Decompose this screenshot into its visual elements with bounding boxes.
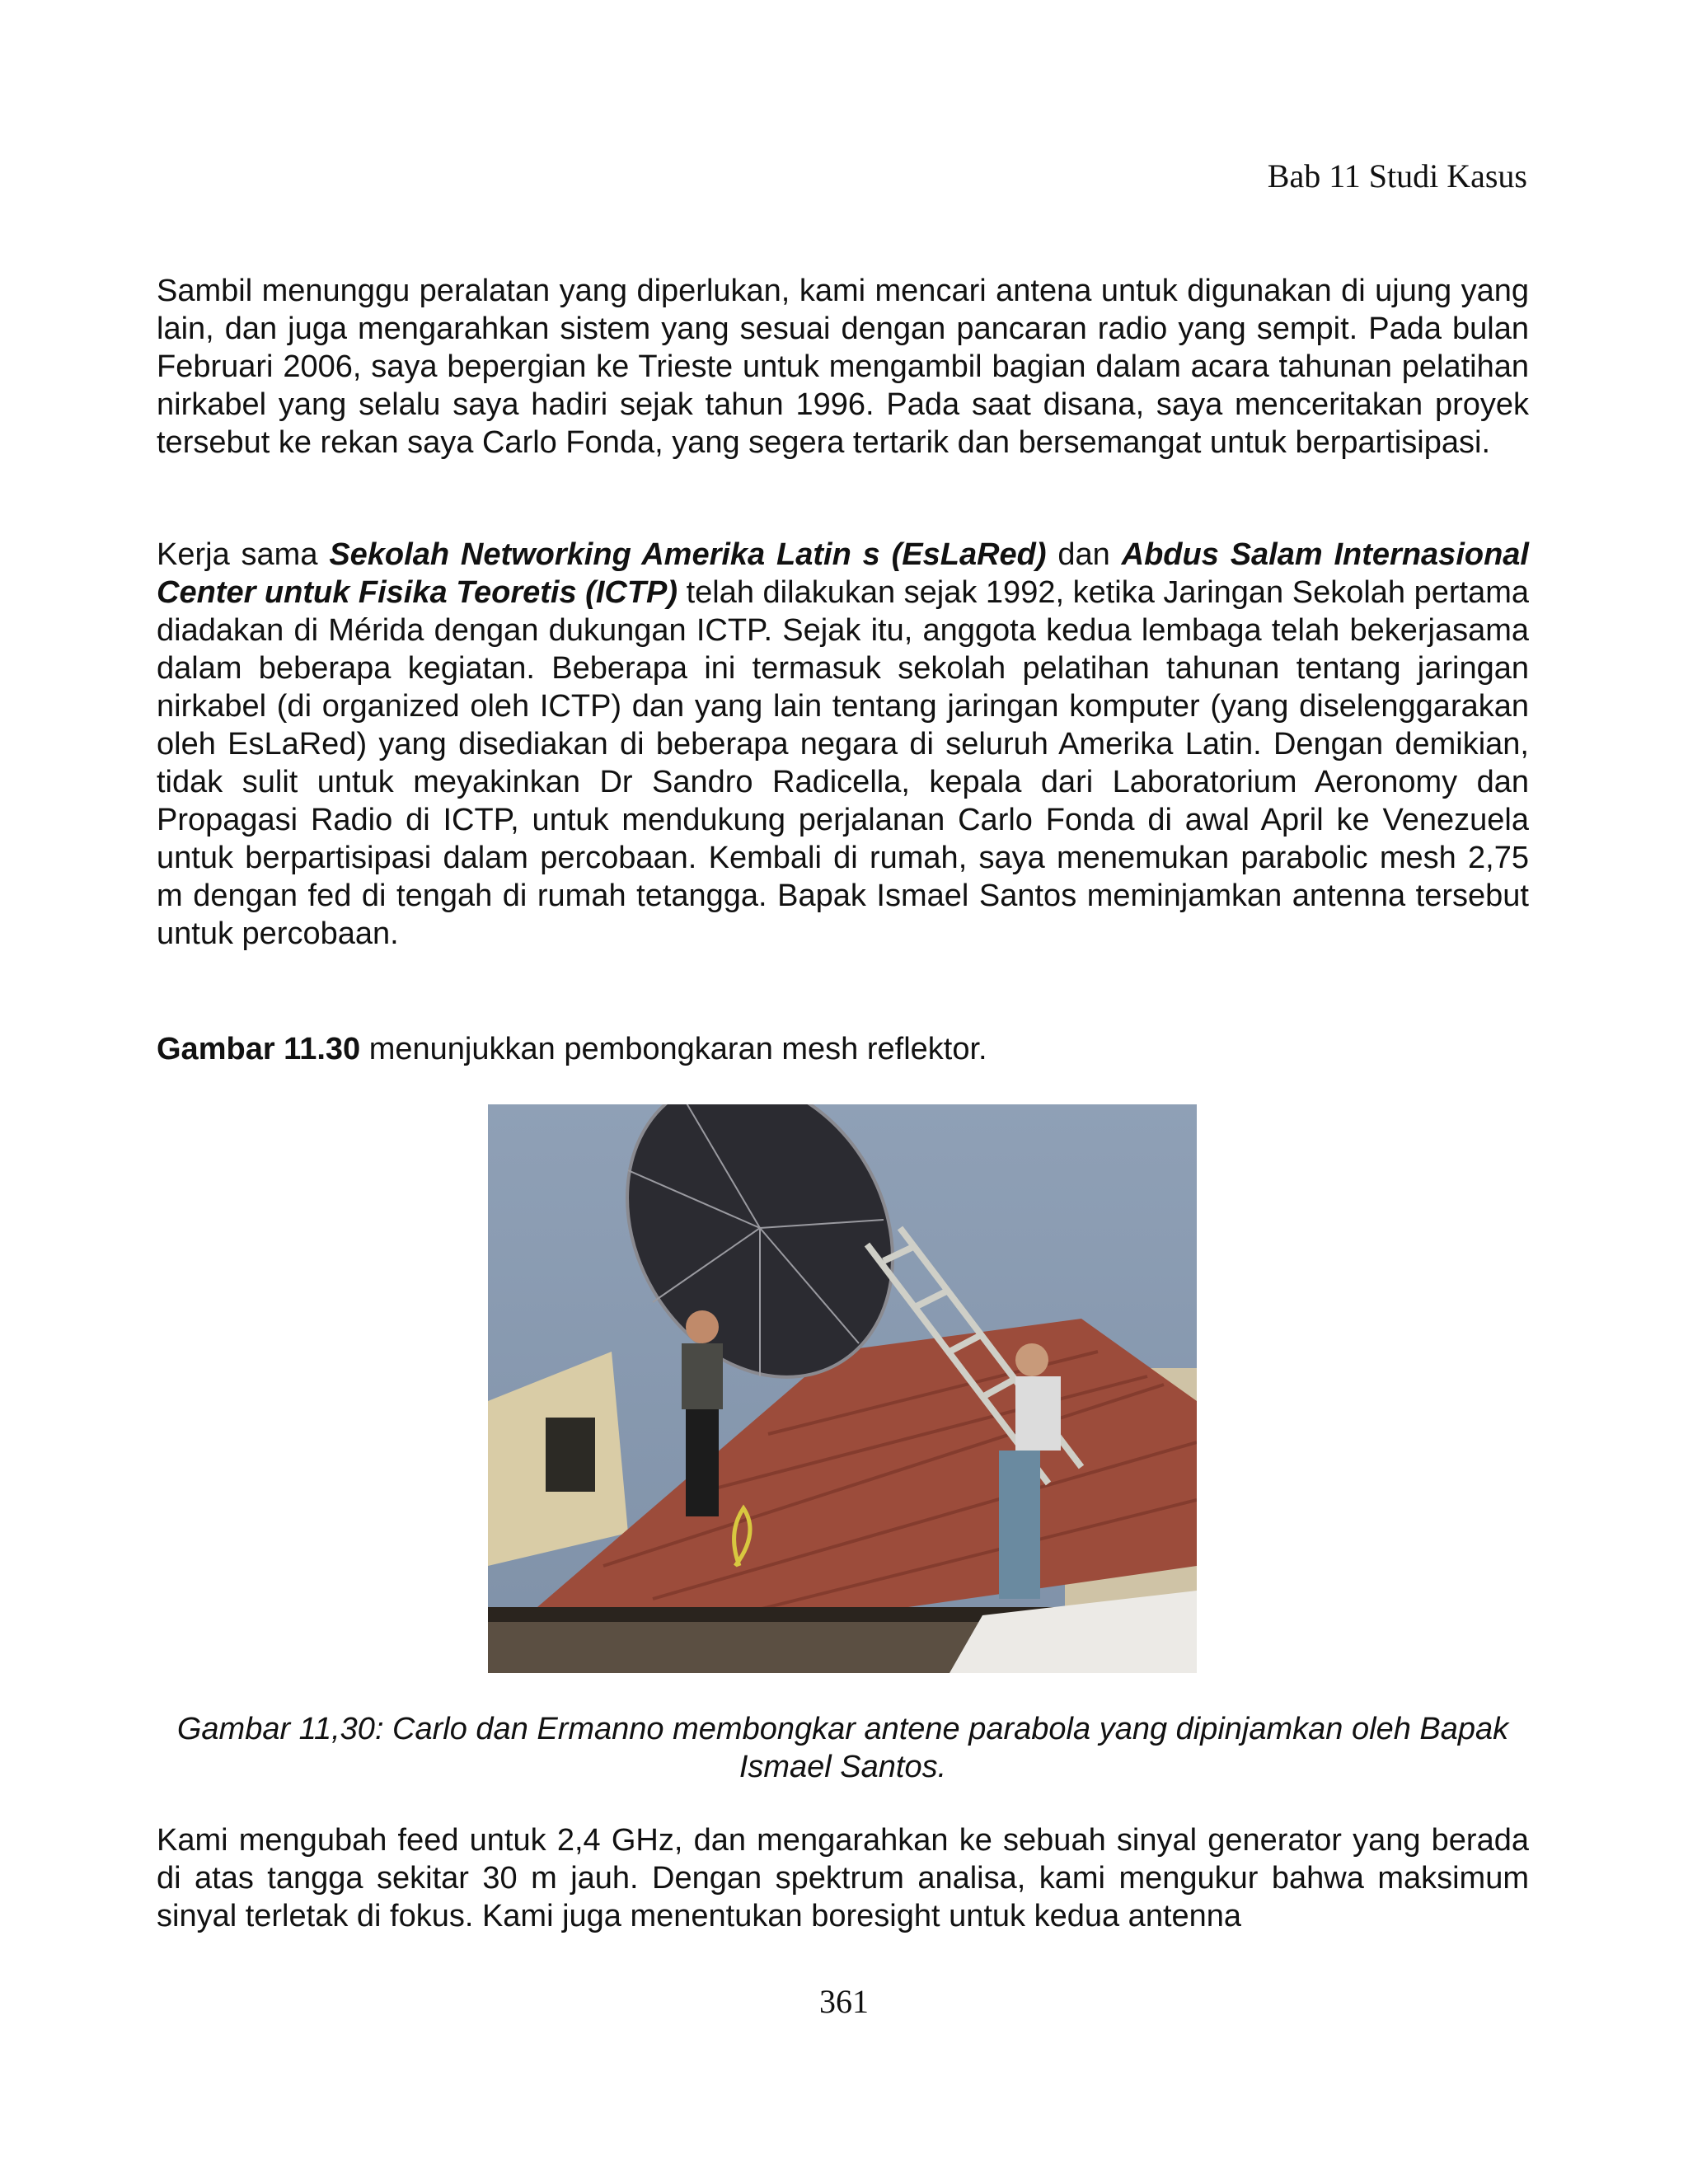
right-person-legs [999, 1451, 1040, 1599]
figure-reference: Gambar 11.30 [157, 1032, 361, 1066]
figure-photo [488, 1104, 1197, 1673]
page-number: 361 [819, 1983, 869, 2020]
paragraph-2-lead: Kerja sama [157, 537, 330, 572]
paragraph-3-rest: menunjukkan pembongkaran mesh reflektor. [360, 1032, 987, 1066]
left-person-head [686, 1310, 719, 1343]
paragraph-3 [157, 1030, 1529, 1068]
left-person-body [682, 1343, 723, 1409]
left-person-legs [686, 1409, 719, 1516]
right-person-head [1015, 1343, 1048, 1376]
paragraph-2-mid: dan [1046, 537, 1122, 572]
window [546, 1418, 595, 1492]
org-ictp: Abdus Salam Internasional Center untuk Fisika Teoretis (ICTP) [157, 537, 1529, 610]
photo-illustration [488, 1104, 1197, 1673]
paragraph-1: Sambil menunggu peralatan yang diperlukan, kami mencari antena untuk digunakan di ujung yang lain, dan juga mengarahkan sistem yang sesuai dengan pancaran radio yang sempit. Pada bulan Februari 2006, saya bepergian ke Trieste untuk mengambil bagian dalam acara tahunan pelatihan nirkabel yang selalu saya hadiri sejak tahun 1996. Pada saat disana, saya menceritakan proyek tersebut ke rekan saya Carlo Fonda, yang segera tertarik dan bersemangat untuk berpartisipasi. [157, 274, 1529, 460]
paragraph-2 [157, 536, 1529, 953]
right-person-body [1015, 1376, 1061, 1451]
paragraph-4: Kami mengubah feed untuk 2,4 GHz, dan mengarahkan ke sebuah sinyal generator yang berada di atas tangga sekitar 30 m jauh. Dengan spektrum analisa, kami mengukur bahwa maksimum sinyal terletak di fokus. Kami juga menentukan boresight untuk kedua antenna [157, 1823, 1529, 1933]
org-eslared: Sekolah Networking Amerika Latin s (EsLaRed) [329, 537, 1047, 572]
running-header: Bab 11 Studi Kasus [1267, 157, 1527, 194]
figure-caption: Gambar 11,30: Carlo dan Ermanno membongkar antene parabola yang dipinjamkan oleh Bapak Ismael Santos. [176, 1712, 1509, 1784]
paragraph-2-rest: telah dilakukan sejak 1992, ketika Jaringan Sekolah pertama diadakan di Mérida dengan dukungan ICTP. Sejak itu, anggota kedua lembaga telah bekerjasama dalam beberapa kegiatan. Beberapa ini termasuk sekolah pelatihan tahunan tentang jaringan nirkabel (di organized oleh ICTP) dan yang lain tentang jaringan komputer (yang diselenggarakan oleh EsLaRed) yang disediakan di beberapa negara di seluruh Amerika Latin. Dengan demikian, tidak sulit untuk meyakinkan Dr Sandro Radicella, kepala dari Laboratorium Aeronomy dan Propagasi Radio di ICTP, untuk mendukung perjalanan Carlo Fonda di awal April ke Venezuela untuk berpartisipasi dalam percobaan. Kembali di rumah, saya menemukan parabolic mesh 2,75 m dengan fed di tengah di rumah tetangga. Bapak Ismael Santos meminjamkan antenna tersebut untuk percobaan. [157, 575, 1530, 951]
